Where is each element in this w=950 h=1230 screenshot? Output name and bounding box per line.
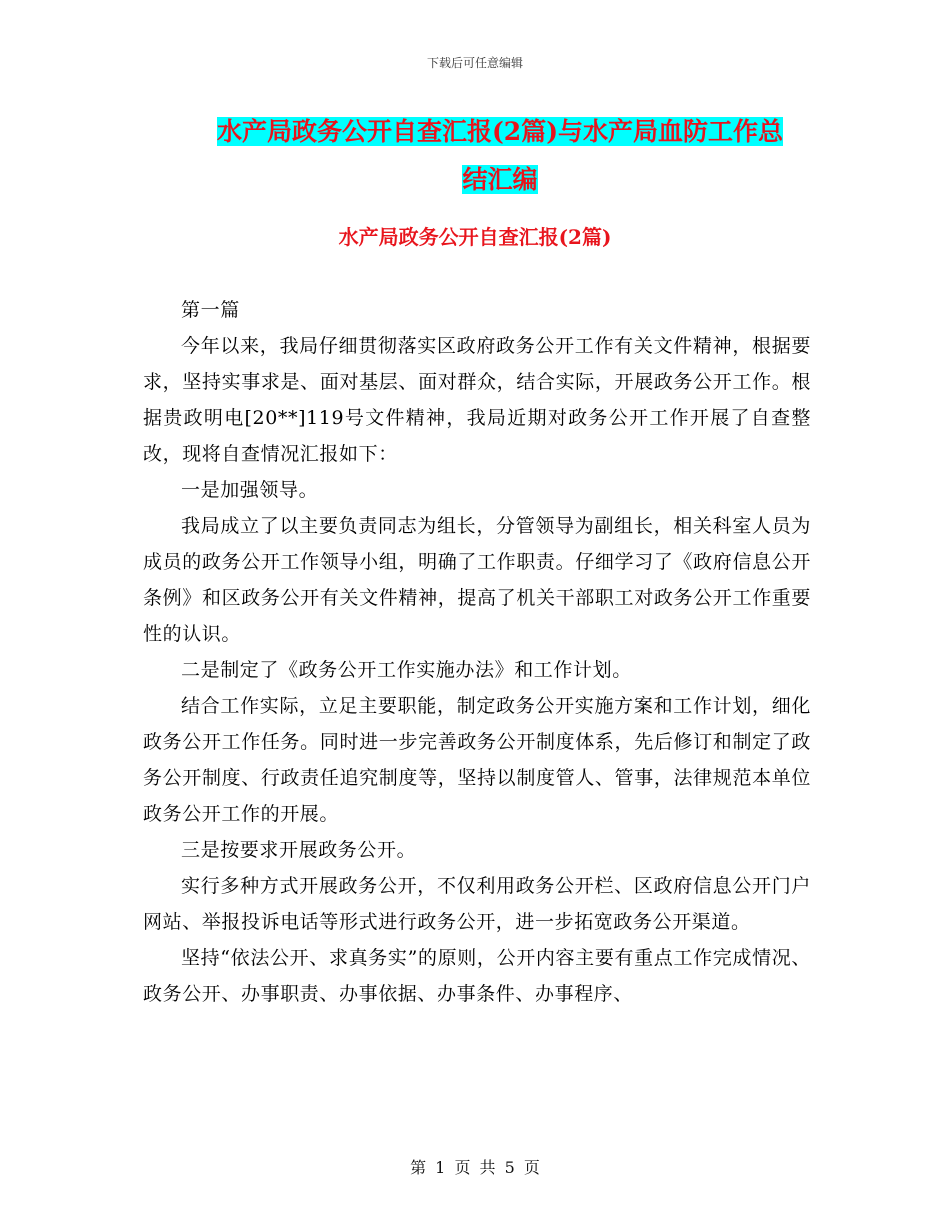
document-title <box>195 108 805 204</box>
page-number: 第 1 页 共 5 页 <box>410 1158 540 1177</box>
paragraph: 实行多种方式开展政务公开，不仅利用政务公开栏、区政府信息公开门户网站、举报投诉电话等形式进行政务公开，进一步拓宽政务公开渠道。 <box>143 875 811 933</box>
document-body <box>143 292 811 1012</box>
section-title: 水产局政务公开自查汇报(2篇) <box>338 225 612 249</box>
paragraph: 结合工作实际，立足主要职能，制定政务公开实施方案和工作计划，细化政务公开工作任务。同时进一步完善政务公开制度体系，先后修订和制定了政务公开制度、行政责任追究制度等，坚持以制度管人、管事，法律规范本单位政务公开工作的开展。 <box>143 695 811 825</box>
header-note: 下载后可任意编辑 <box>426 56 523 70</box>
paragraph: 一是加强领导。 <box>181 479 319 501</box>
paragraph: 坚持“依法公开、求真务实”的原则，公开内容主要有重点工作完成情况、政务公开、办事职责、办事依据、办事条件、办事程序、 <box>143 947 811 1005</box>
paragraph: 第一篇 <box>181 299 240 321</box>
paragraph: 三是按要求开展政务公开。 <box>181 839 417 861</box>
paragraph: 二是制定了《政务公开工作实施办法》和工作计划。 <box>181 659 632 681</box>
document-title-line-1: 水产局政务公开自查汇报(2篇)与水产局血防工作总 <box>216 117 784 146</box>
document-title-line-2: 结汇编 <box>462 165 538 194</box>
paragraph: 今年以来，我局仔细贯彻落实区政府政务公开工作有关文件精神，根据要求，坚持实事求是、面对基层、面对群众，结合实际，开展政务公开工作。根据贵政明电[20**]119号文件精神，我局近期对政务公开工作开展了自查整改，现将自查情况汇报如下： <box>143 335 811 465</box>
paragraph: 我局成立了以主要负责同志为组长，分管领导为副组长，相关科室人员为成员的政务公开工作领导小组，明确了工作职责。仔细学习了《政府信息公开条例》和区政务公开有关文件精神，提高了机关干部职工对政务公开工作重要性的认识。 <box>143 515 811 645</box>
